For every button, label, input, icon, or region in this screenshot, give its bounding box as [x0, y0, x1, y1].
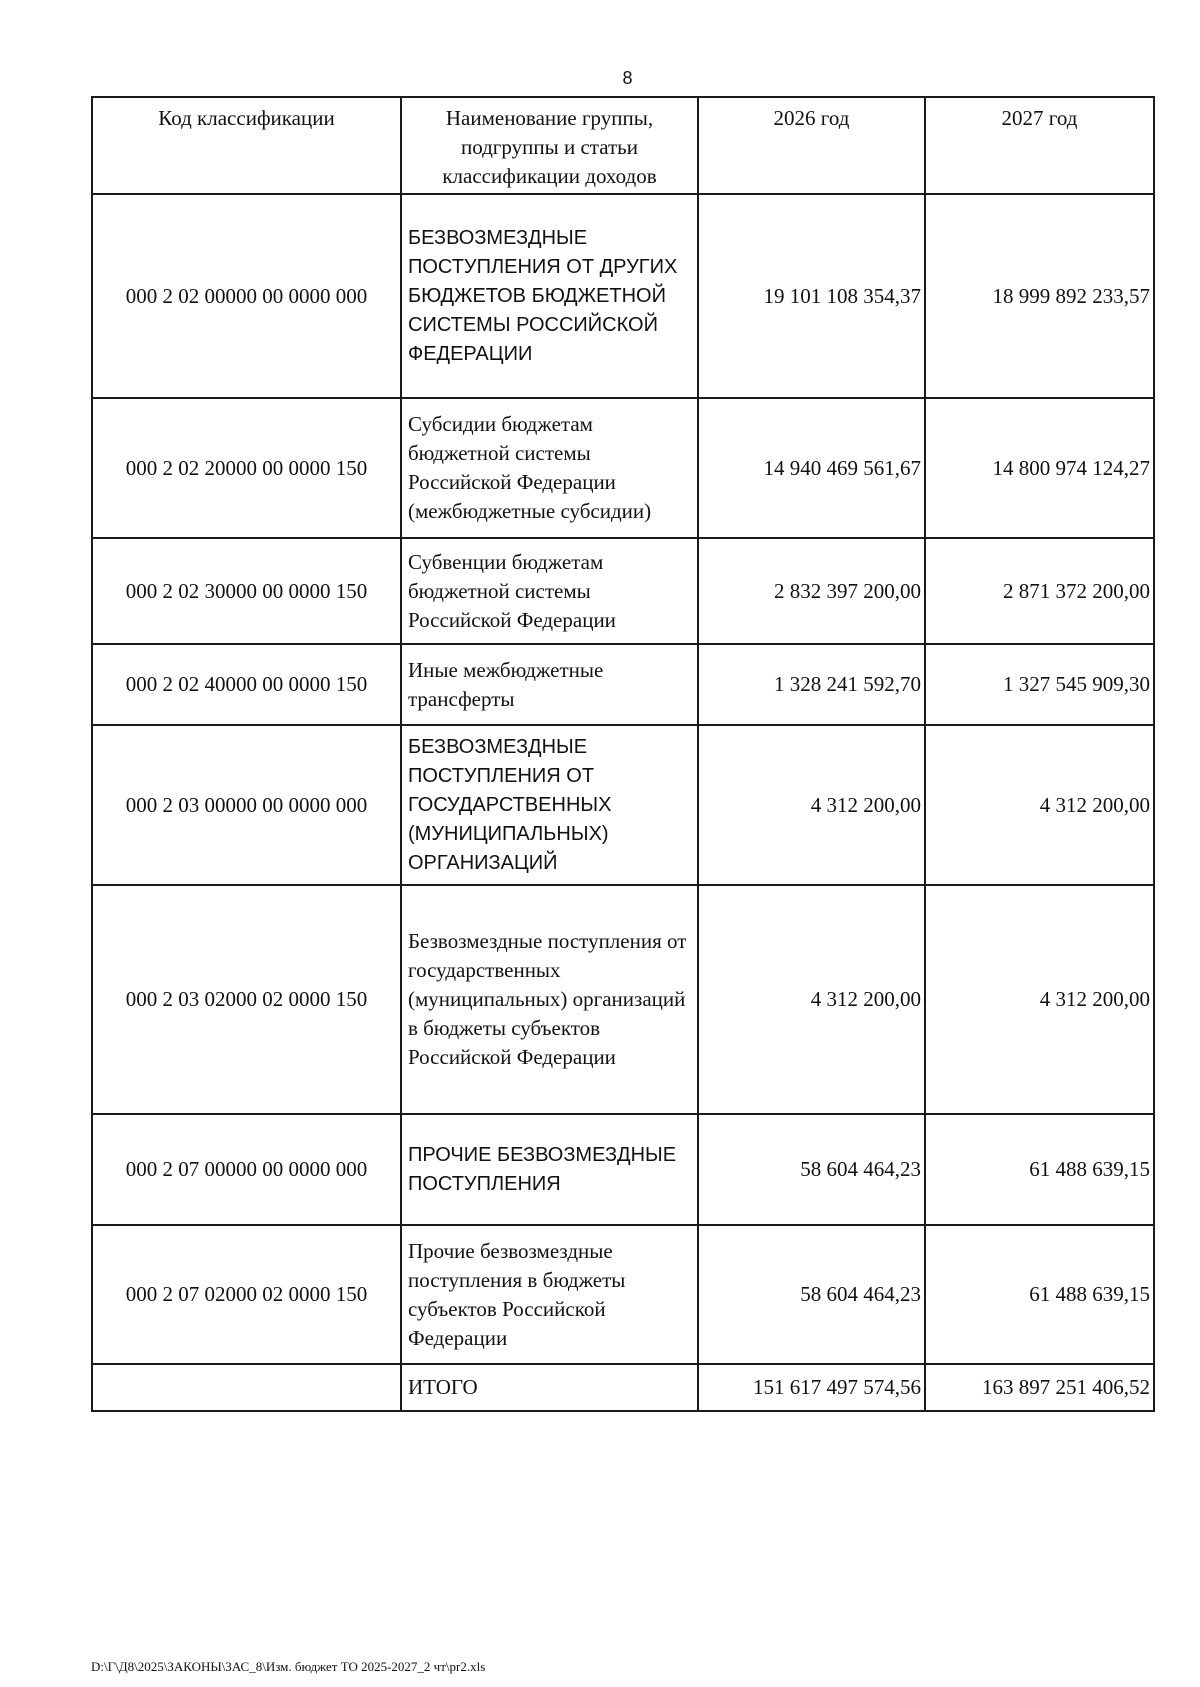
row-value-2027: 2 871 372 200,00 — [925, 538, 1154, 644]
row-value-2026: 14 940 469 561,67 — [698, 398, 925, 538]
row-value-2026: 58 604 464,23 — [698, 1114, 925, 1225]
table-row — [92, 644, 1154, 725]
row-value-2027: 18 999 892 233,57 — [925, 194, 1154, 398]
row-value-2026: 58 604 464,23 — [698, 1225, 925, 1364]
total-value-2026: 151 617 497 574,56 — [698, 1364, 925, 1411]
row-value-2026: 1 328 241 592,70 — [698, 644, 925, 725]
page-number: 8 — [622, 68, 633, 88]
row-name: Безвозмездные поступления от государственных (муниципальных) организаций в бюджеты субъектов Российской Федерации — [401, 885, 698, 1114]
row-name: Прочие безвозмездные поступления в бюджеты субъектов Российской Федерации — [401, 1225, 698, 1364]
row-name: Субвенции бюджетам бюджетной системы Российской Федерации — [401, 538, 698, 644]
header-name: Наименование группы, подгруппы и статьи классификации доходов — [401, 97, 698, 194]
row-value-2027: 14 800 974 124,27 — [925, 398, 1154, 538]
table-row — [92, 194, 1154, 398]
total-value-2027: 163 897 251 406,52 — [925, 1364, 1154, 1411]
header-2027: 2027 год — [925, 97, 1154, 194]
row-name: БЕЗВОЗМЕЗДНЫЕ ПОСТУПЛЕНИЯ ОТ ГОСУДАРСТВЕННЫХ (МУНИЦИПАЛЬНЫХ) ОРГАНИЗАЦИЙ — [401, 725, 698, 885]
table-header-row — [92, 97, 1154, 194]
table-row — [92, 398, 1154, 538]
row-value-2027: 4 312 200,00 — [925, 725, 1154, 885]
table-row — [92, 1114, 1154, 1225]
row-value-2026: 2 832 397 200,00 — [698, 538, 925, 644]
file-path-footer: D:\Г\Д8\2025\ЗАКОНЫ\ЗАС_8\Изм. бюджет ТО 2025-2027_2 чт\pr2.xls — [91, 1659, 486, 1674]
header-code: Код классификации — [92, 97, 401, 194]
row-value-2027: 61 488 639,15 — [925, 1114, 1154, 1225]
row-code: 000 2 03 00000 00 0000 000 — [92, 725, 401, 885]
row-name: Иные межбюджетные трансферты — [401, 644, 698, 725]
row-name: Субсидии бюджетам бюджетной системы Российской Федерации (межбюджетные субсидии) — [401, 398, 698, 538]
row-code: 000 2 02 30000 00 0000 150 — [92, 538, 401, 644]
row-code: 000 2 07 00000 00 0000 000 — [92, 1114, 401, 1225]
row-name: БЕЗВОЗМЕЗДНЫЕ ПОСТУПЛЕНИЯ ОТ ДРУГИХ БЮДЖЕТОВ БЮДЖЕТНОЙ СИСТЕМЫ РОССИЙСКОЙ ФЕДЕРАЦИИ — [401, 194, 698, 398]
total-code-empty — [92, 1364, 401, 1411]
row-value-2027: 4 312 200,00 — [925, 885, 1154, 1114]
row-code: 000 2 07 02000 02 0000 150 — [92, 1225, 401, 1364]
total-label: ИТОГО — [401, 1364, 698, 1411]
header-2026: 2026 год — [698, 97, 925, 194]
row-code: 000 2 02 00000 00 0000 000 — [92, 194, 401, 398]
row-value-2026: 4 312 200,00 — [698, 725, 925, 885]
row-name: ПРОЧИЕ БЕЗВОЗМЕЗДНЫЕ ПОСТУПЛЕНИЯ — [401, 1114, 698, 1225]
row-code: 000 2 02 20000 00 0000 150 — [92, 398, 401, 538]
total-row — [92, 1364, 1154, 1411]
row-value-2026: 19 101 108 354,37 — [698, 194, 925, 398]
row-code: 000 2 02 40000 00 0000 150 — [92, 644, 401, 725]
row-value-2027: 61 488 639,15 — [925, 1225, 1154, 1364]
table-row — [92, 538, 1154, 644]
row-value-2026: 4 312 200,00 — [698, 885, 925, 1114]
table-row — [92, 725, 1154, 885]
revenue-table — [91, 96, 1155, 1412]
table-row — [92, 885, 1154, 1114]
table-row — [92, 1225, 1154, 1364]
row-value-2027: 1 327 545 909,30 — [925, 644, 1154, 725]
row-code: 000 2 03 02000 02 0000 150 — [92, 885, 401, 1114]
